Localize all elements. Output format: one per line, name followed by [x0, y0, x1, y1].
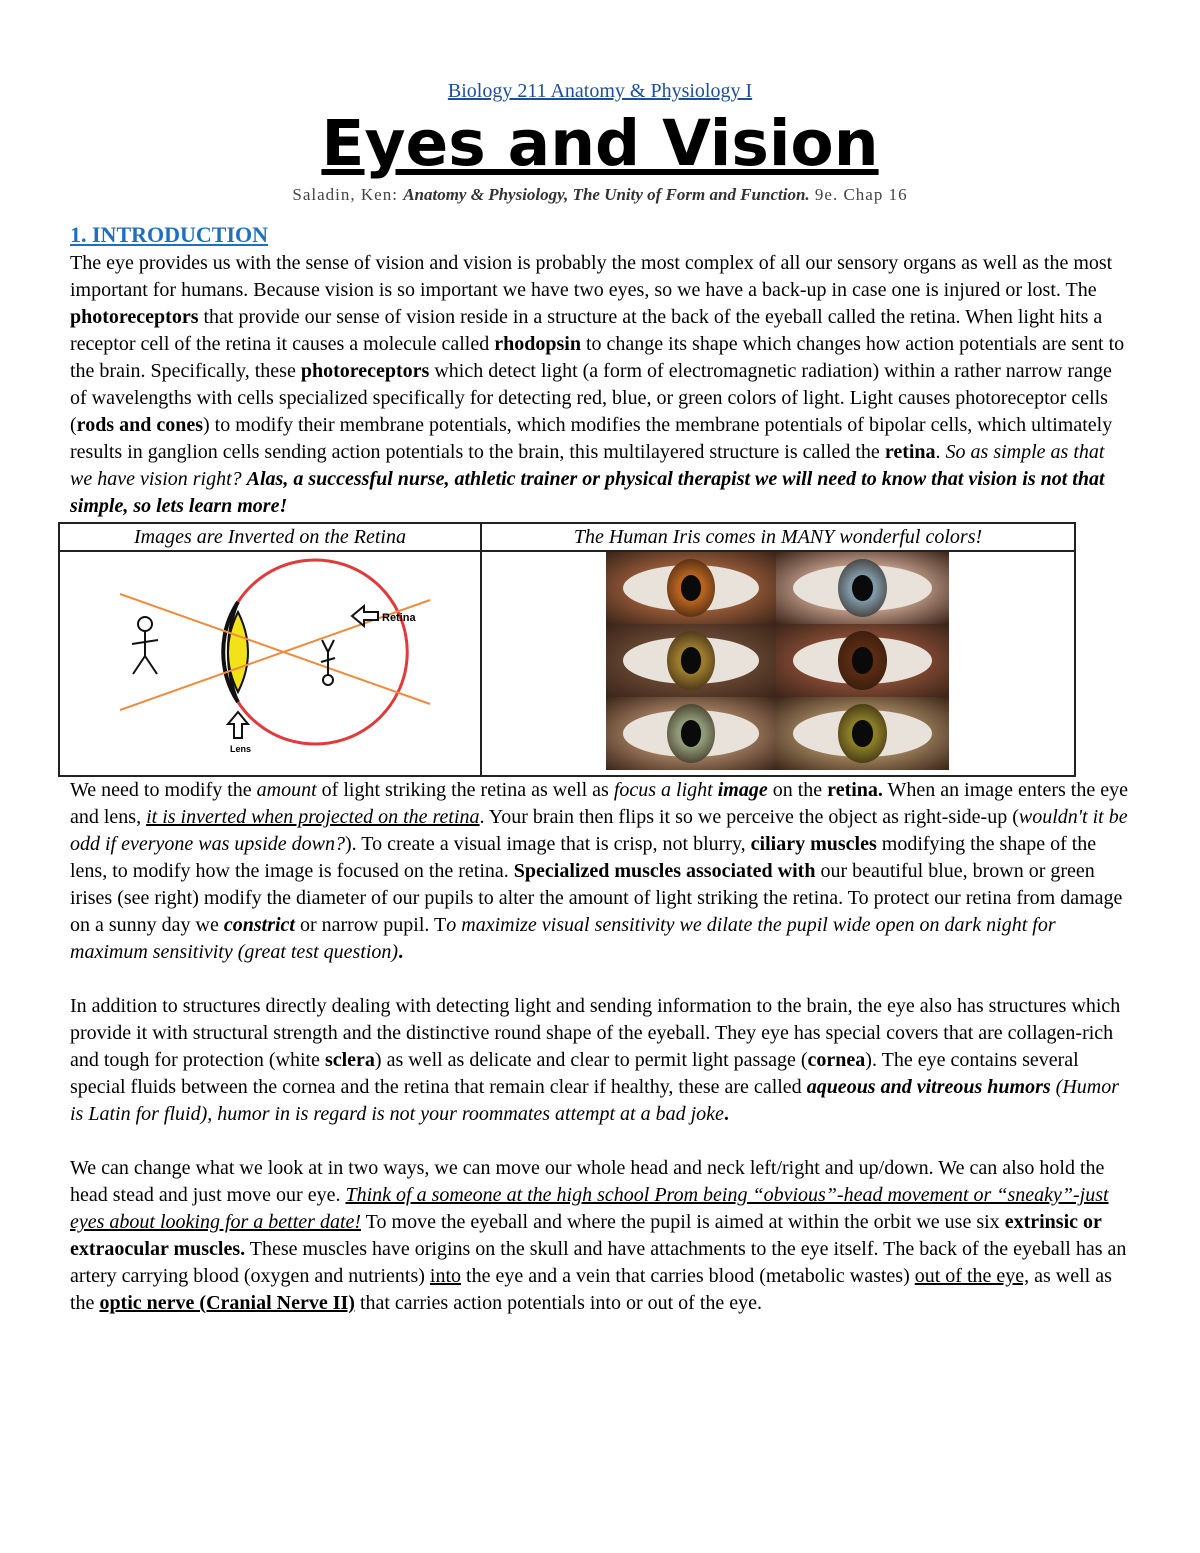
ref-book: Anatomy & Physiology, The Unity of Form and Function. [403, 185, 810, 204]
eyeball-retina-arc [238, 560, 407, 744]
paragraph-structures: In addition to structures directly dealing with detecting light and sending information to the brain, the eye also has structures which provide it with structural strength and the distinctive round shape of the eyeball. They eye has special covers that are collagen-rich and tough for protection (white sclera) as well as delicate and clear to permit light passage (cornea). The eye contains several special fluids between the cornea and the retina that remain clear if healthy, these are called aqueous and vitreous humors (Humor is Latin for fluid), humor in is regard is not your roommates attempt at a bad joke. [70, 995, 1121, 1125]
ref-edition: 9e. Chap 16 [814, 185, 908, 204]
figure-table [58, 522, 1076, 777]
iris-photo-6 [776, 697, 949, 770]
intro-paragraph: The eye provides us with the sense of vision and vision is probably the most complex of all our sensory organs as well as the most important for humans. Because vision is so important we have two eyes, so we have a back-up in case one is injured or lost. The photoreceptors that provide our sense of vision reside in a structure at the back of the eyeball called the retina. When light hits a receptor cell of the retina it causes a molecule called rhodopsin to change its shape which changes how action potentials are sent to the brain. Specifically, these photoreceptors which detect light (a form of electromagnetic radiation) within a rather narrow range of wavelengths with cells specialized specifically for detecting red, blue, or green colors of light. Light causes photoreceptor cells (rods and cones) to modify their membrane potentials, which modifies the membrane potentials of bipolar cells, which ultimately results in ganglion cells sending action potentials to the brain, this multilayered structure is called the retina. So as simple as that we have vision right? Alas, a successful nurse, athletic trainer or physical therapist we will need to know that vision is not that simple, so lets learn more! [70, 252, 1125, 517]
textbook-reference [70, 182, 1130, 208]
paragraph-movement: We can change what we look at in two ways, we can move our whole head and neck left/right and up/down. We can also hold the head stead and just move our eye. Think of a someone at the high school Prom being “obvious”-head movement or “sneaky”-just eyes about looking for a better date! To move the eyeball and where the pupil is aimed at within the orbit we use six extrinsic or extraocular muscles. These muscles have origins on the skull and have attachments to the eye itself. The back of the eyeball has an artery carrying blood (oxygen and nutrients) into the eye and a vein that carries blood (metabolic wastes) out of the eye, as well as the optic nerve (Cranial Nerve II) that carries action potentials into or out of the eye. [70, 1157, 1127, 1314]
iris-photo-5 [606, 697, 776, 770]
figure-caption-left: Images are Inverted on the Retina [59, 523, 481, 551]
iris-photo-3 [606, 624, 776, 697]
inverted-figure [321, 640, 335, 685]
iris-photo-1 [606, 552, 776, 624]
page-title: Eyes and Vision [321, 107, 879, 180]
retina-arrow [352, 606, 378, 626]
document-page [70, 78, 1130, 1317]
section-heading: 1. INTRODUCTION [70, 222, 269, 247]
iris-colors-photo [481, 551, 1075, 776]
iris-photo-grid [606, 552, 949, 770]
upright-figure [132, 617, 158, 674]
retina-diagram-svg [60, 552, 480, 770]
retina-inversion-diagram [59, 551, 481, 776]
course-title[interactable]: Biology 211 Anatomy & Physiology I [447, 80, 753, 102]
iris-photo-4 [776, 624, 949, 697]
iris-photo-2 [776, 552, 949, 624]
figure-caption-right: The Human Iris comes in MANY wonderful colors! [481, 523, 1075, 551]
lens-arrow [228, 712, 248, 738]
light-ray-1 [120, 594, 430, 704]
retina-label: Retina [382, 612, 416, 624]
lens-label: Lens [230, 744, 252, 754]
ref-author: Saladin, Ken: [292, 185, 398, 204]
paragraph-focus: We need to modify the amount of light striking the retina as well as focus a light image on the retina. When an image enters the eye and lens, it is inverted when projected on the retina. Your brain then flips it so we perceive the object as right-side-up (wouldn't it be odd if everyone was upside down?). To create a visual image that is crisp, not blurry, ciliary muscles modifying the shape of the lens, to modify how the image is focused on the retina. Specialized muscles associated with our beautiful blue, brown or green irises (see right) modify the diameter of our pupils to alter the amount of light striking the retina. To protect our retina from damage on a sunny day we constrict or narrow pupil. To maximize visual sensitivity we dilate the pupil wide open on dark night for maximum sensitivity (great test question). [70, 779, 1128, 963]
